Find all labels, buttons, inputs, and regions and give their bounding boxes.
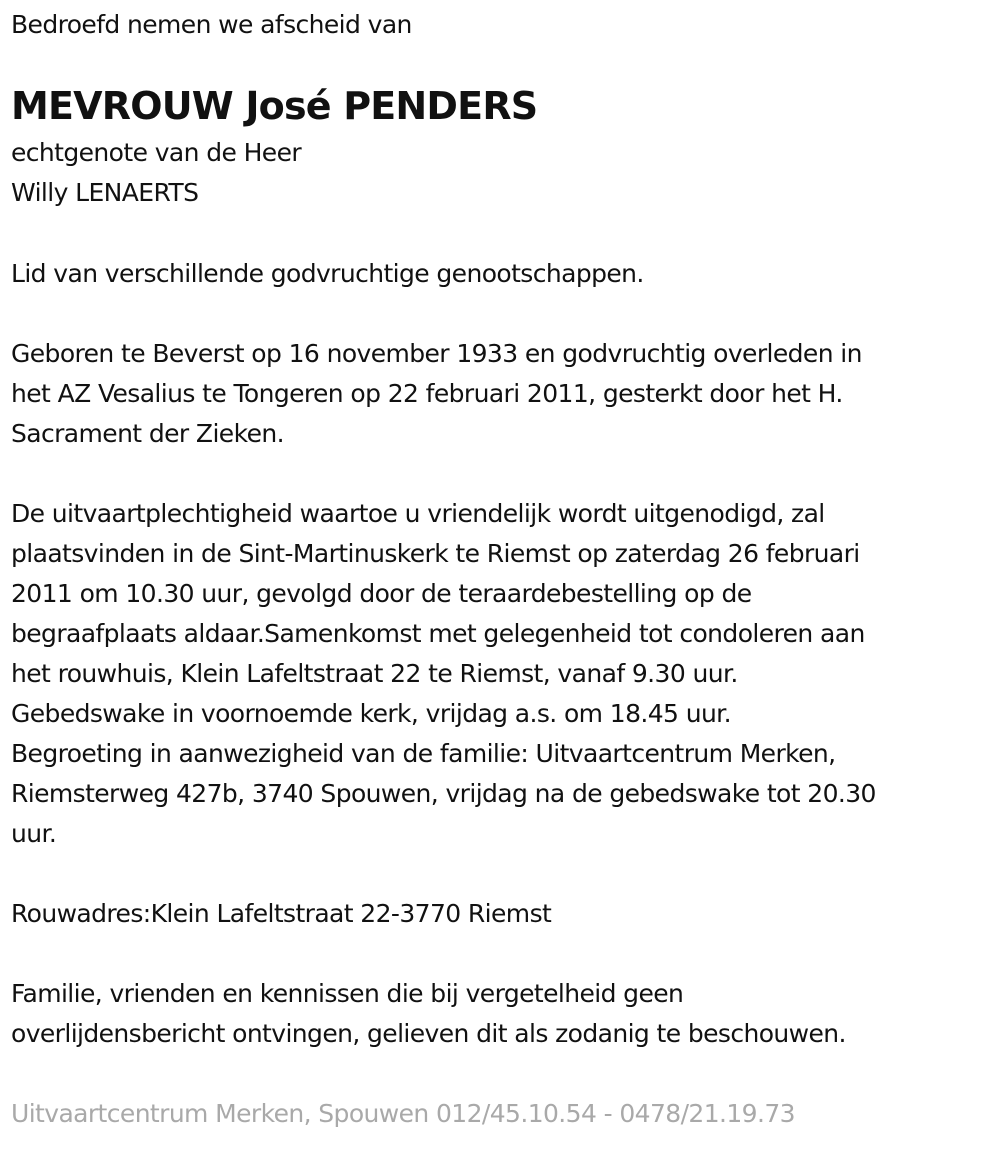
birth-death-line: Geboren te Beverst op 16 november 1933 en godvruchtig overleden in [11,339,862,368]
service-line: begraafplaats aldaar.Samenkomst met gelegenheid tot condoleren aan [11,619,865,648]
funeral-home-footer: Uitvaartcentrum Merken, Spouwen 012/45.10.54 - 0478/21.19.73 [11,1099,795,1128]
membership-block [11,254,644,294]
birth-death-block [11,334,862,454]
intro-text: Bedroefd nemen we afscheid van [11,10,412,39]
spouse-line-1: echtgenote van de Heer [11,138,302,167]
family-notice-line: overlijdensbericht ontvingen, gelieven dit als zodanig te beschouwen. [11,1019,846,1048]
family-notice-line: Familie, vrienden en kennissen die bij vergetelheid geen [11,979,684,1008]
spouse-block [11,133,301,213]
membership-text: Lid van verschillende godvruchtige genootschappen. [11,259,644,288]
service-line: plaatsvinden in de Sint-Martinuskerk te Riemst op zaterdag 26 februari [11,539,860,568]
birth-death-line: Sacrament der Zieken. [11,419,284,448]
family-notice-block [11,974,846,1054]
service-line: het rouwhuis, Klein Lafeltstraat 22 te Riemst, vanaf 9.30 uur. [11,659,738,688]
service-block [11,494,876,854]
service-line: Riemsterweg 427b, 3740 Spouwen, vrijdag na de gebedswake tot 20.30 [11,779,876,808]
service-line: Gebedswake in voornoemde kerk, vrijdag a.s. om 18.45 uur. [11,699,731,728]
birth-death-line: het AZ Vesalius te Tongeren op 22 februari 2011, gesterkt door het H. [11,379,843,408]
mourning-address: Rouwadres:Klein Lafeltstraat 22-3770 Riemst [11,899,552,928]
service-line: 2011 om 10.30 uur, gevolgd door de teraardebestelling op de [11,579,752,608]
spouse-line-2: Willy LENAERTS [11,178,199,207]
service-line: Begroeting in aanwezigheid van de familie: Uitvaartcentrum Merken, [11,739,836,768]
deceased-name: MEVROUW José PENDERS [11,84,538,128]
service-line: De uitvaartplechtigheid waartoe u vriendelijk wordt uitgenodigd, zal [11,499,825,528]
service-line: uur. [11,819,57,848]
mourning-address-block [11,894,551,934]
